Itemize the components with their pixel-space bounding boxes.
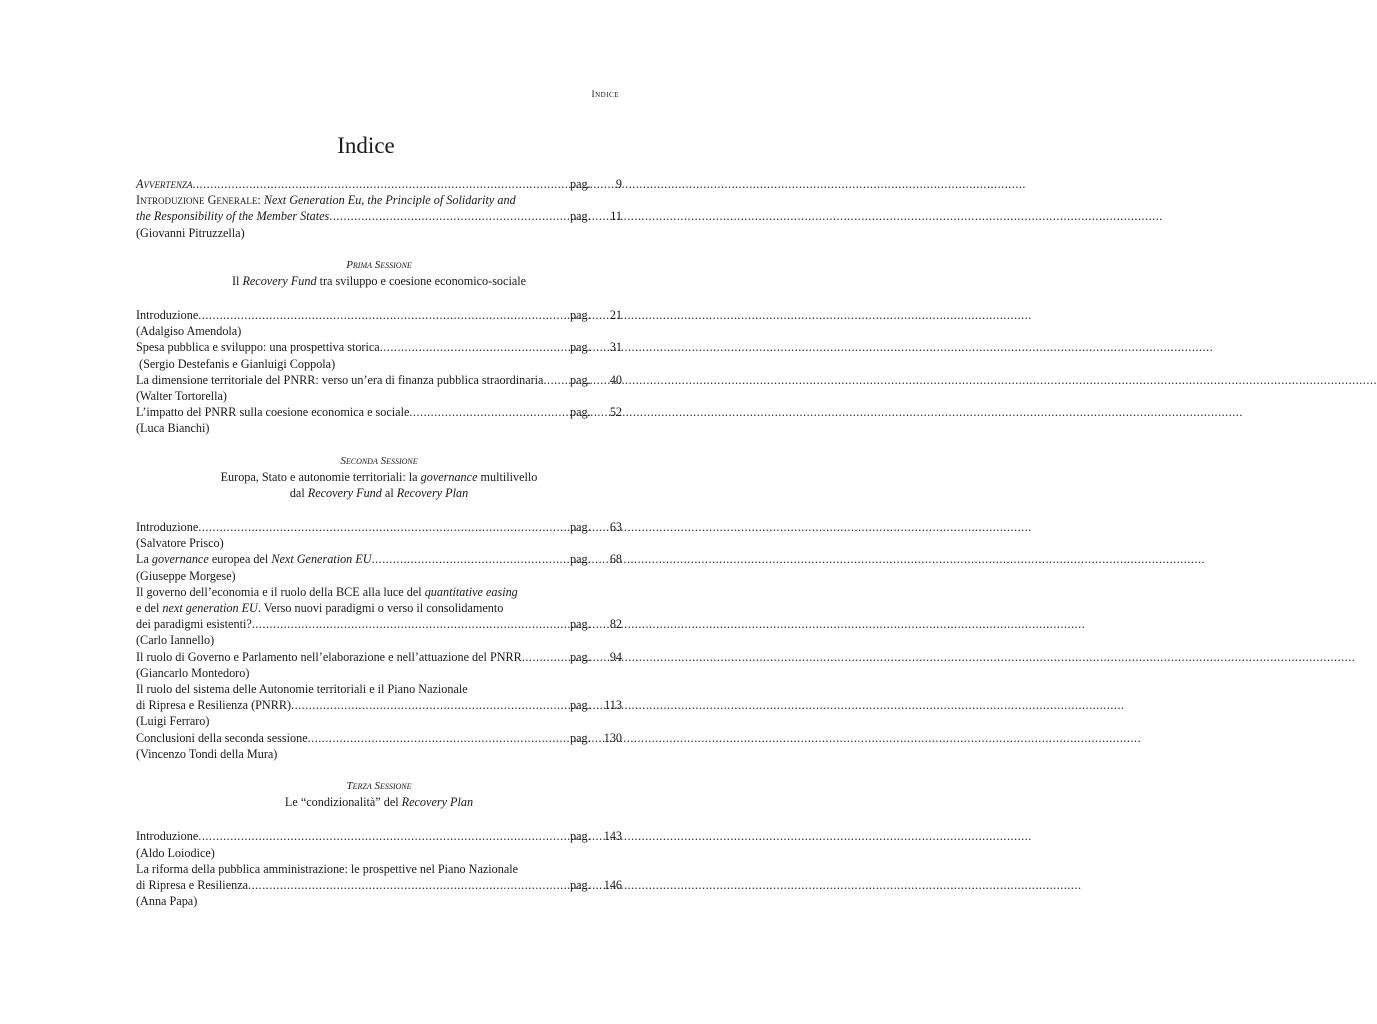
toc-entry-line[interactable]: e del next generation EU. Verso nuovi paradigmi o verso il consolidamento <box>136 601 504 616</box>
dot-leader <box>522 649 570 665</box>
session-label: Seconda Sessione <box>340 454 418 467</box>
entry-title: Introduzione <box>136 829 199 844</box>
pag-label: pag. <box>570 520 591 535</box>
dot-leader <box>372 551 570 567</box>
entry-author: (Giuseppe Morgese) <box>136 568 236 583</box>
dot-leader <box>308 730 570 746</box>
table-of-contents <box>136 176 622 909</box>
toc-entry-line[interactable]: Il governo dell’economia e il ruolo della BCE alla luce del quantitative easing <box>136 584 518 599</box>
entry-title: Introduzione <box>136 308 199 323</box>
toc-entry[interactable] <box>136 697 622 713</box>
page-number: 113 <box>604 698 622 713</box>
entry-author: (Luca Bianchi) <box>136 421 210 436</box>
entry-title: Introduzione <box>136 520 199 535</box>
toc-entry[interactable] <box>136 649 622 665</box>
session-heading-3 <box>136 778 622 810</box>
page-number: 143 <box>603 829 622 844</box>
entry-author: (Sergio Destefanis e Gianluigi Coppola) <box>136 356 336 371</box>
entry-title: di Ripresa e Resilienza <box>136 877 249 892</box>
dot-leader <box>198 519 570 535</box>
toc-entry[interactable] <box>136 307 622 323</box>
entry-title: L’impatto del PNRR sulla coesione economica e sociale <box>136 405 410 420</box>
pag-label: pag. <box>570 209 591 224</box>
pag-label: pag. <box>570 877 591 892</box>
dot-leader <box>252 616 570 632</box>
entry-author: (Luigi Ferraro) <box>136 714 210 729</box>
entry-title: dei paradigmi esistenti? <box>136 617 252 632</box>
session-subtitle-line1: Europa, Stato e autonomie territoriali: la governance multilivello <box>220 469 538 484</box>
pag-label: pag. <box>570 405 591 420</box>
page-number: 94 <box>609 649 622 664</box>
entry-author: (Anna Papa) <box>136 894 198 909</box>
dot-leader <box>198 307 570 323</box>
entry-author: (Giovanni Pitruzzella) <box>136 225 245 240</box>
entry-author: (Giancarlo Montedoro) <box>136 665 250 680</box>
pag-label: pag. <box>570 829 591 844</box>
toc-entry-intro-line1[interactable] <box>136 192 622 208</box>
dot-leader <box>543 372 570 388</box>
running-head: Indice <box>591 90 619 100</box>
pag-label: pag. <box>570 177 591 191</box>
toc-entry[interactable] <box>136 519 622 535</box>
page-number: 21 <box>609 308 622 323</box>
page-number: 63 <box>609 520 622 535</box>
toc-entry-line[interactable]: La riforma della pubblica amministrazione: le prospettive nel Piano Nazionale <box>136 861 519 876</box>
entry-author: (Walter Tortorella) <box>136 389 227 404</box>
pag-label: pag. <box>570 730 591 745</box>
session-subtitle: Il Recovery Fund tra sviluppo e coesione economico-sociale <box>231 273 527 288</box>
session-label: Prima Sessione <box>346 258 412 271</box>
entry-title: Spesa pubblica e sviluppo: una prospettiva storica <box>136 340 380 355</box>
page-number: 31 <box>609 340 622 355</box>
toc-entry[interactable] <box>136 828 622 844</box>
dot-leader <box>192 176 570 192</box>
page-number: 68 <box>609 552 622 567</box>
toc-entry[interactable] <box>136 730 622 746</box>
session-heading-1 <box>136 257 622 289</box>
pag-label: pag. <box>570 340 591 355</box>
entry-author: (Aldo Loiodice) <box>136 845 215 860</box>
entry-title: Next Generation Eu, the Principle of Solidarity and <box>263 193 516 208</box>
page-number: 9 <box>615 177 622 191</box>
session-label: Terza Sessione <box>346 780 412 793</box>
entry-title: Il ruolo di Governo e Parlamento nell’elaborazione e nell’attuazione del PNRR <box>136 649 522 664</box>
toc-entry[interactable] <box>136 551 622 567</box>
session-subtitle: Le “condizionalità” del Recovery Plan <box>284 795 474 810</box>
toc-entry-intro-line2[interactable] <box>136 208 622 224</box>
toc-entry[interactable] <box>136 372 622 388</box>
page-title: Indice <box>337 133 395 158</box>
pag-label: pag. <box>570 552 591 567</box>
pag-label: pag. <box>570 617 591 632</box>
toc-entry-avvertenza[interactable] <box>136 176 622 192</box>
page-number: 52 <box>609 405 622 420</box>
entry-title: Conclusioni della seconda sessione <box>136 730 308 745</box>
entry-label: Introduzione Generale: <box>136 193 261 208</box>
toc-entry[interactable] <box>136 404 622 420</box>
page-number: 130 <box>603 730 622 745</box>
entry-title: Avvertenza <box>136 177 193 191</box>
entry-title: di Ripresa e Resilienza (PNRR) <box>136 698 292 713</box>
session-heading-2 <box>136 453 622 501</box>
pag-label: pag. <box>570 698 591 713</box>
page-number: 11 <box>610 209 622 224</box>
dot-leader <box>291 697 570 713</box>
page-number: 146 <box>603 877 622 892</box>
dot-leader <box>329 208 570 224</box>
s1-entries <box>136 307 622 437</box>
entry-author: (Adalgiso Amendola) <box>136 324 242 339</box>
entry-title: the Responsibility of the Member States <box>136 209 330 224</box>
entry-title: La dimensione territoriale del PNRR: verso un’era di finanza pubblica straordinaria <box>136 372 544 387</box>
toc-entry[interactable] <box>136 616 622 632</box>
toc-entry[interactable] <box>136 877 622 893</box>
pag-label: pag. <box>570 308 591 323</box>
dot-leader <box>409 404 570 420</box>
pag-label: pag. <box>570 372 591 387</box>
dot-leader <box>198 828 570 844</box>
page-number: 82 <box>609 617 622 632</box>
toc-entry[interactable] <box>136 339 622 355</box>
page-number: 40 <box>609 372 622 387</box>
dot-leader <box>248 877 570 893</box>
session-subtitle-line2: dal Recovery Fund al Recovery Plan <box>289 485 469 500</box>
pag-label: pag. <box>570 649 591 664</box>
dot-leader <box>380 339 570 355</box>
entry-title: La governance europea del Next Generation EU <box>136 552 372 567</box>
entry-author: (Vincenzo Tondi della Mura) <box>136 746 278 761</box>
entry-author: (Carlo Iannello) <box>136 633 215 648</box>
entry-author: (Salvatore Prisco) <box>136 536 224 551</box>
toc-entry-line[interactable]: Il ruolo del sistema delle Autonomie territoriali e il Piano Nazionale <box>136 682 468 697</box>
